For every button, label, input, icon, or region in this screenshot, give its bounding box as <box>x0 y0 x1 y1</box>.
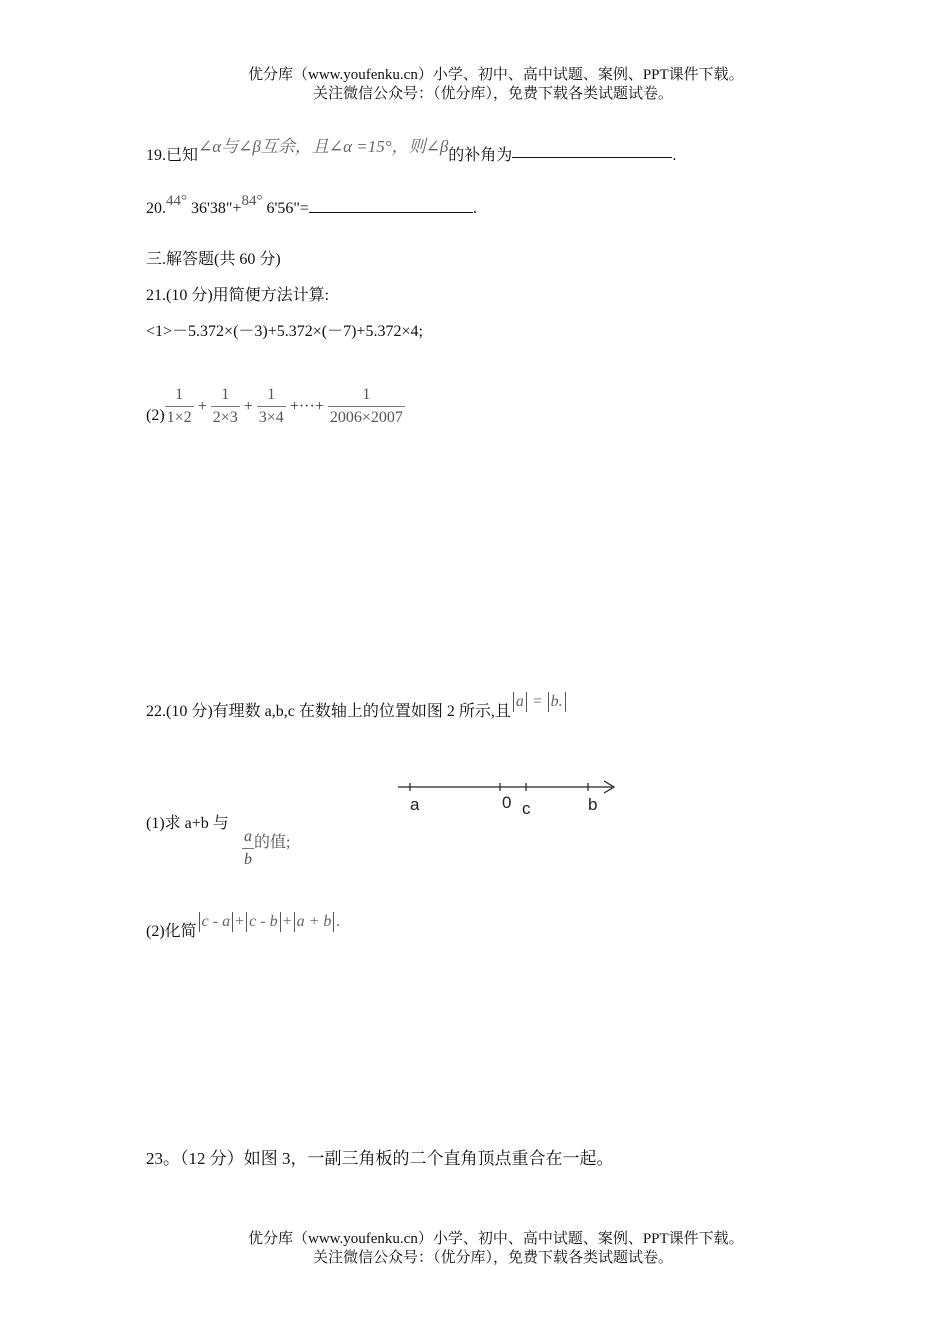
q19-number: 19.已知 <box>146 147 199 164</box>
q22-cond-a: a <box>515 693 524 710</box>
abs-bar <box>548 692 549 712</box>
q19-tail: 的补角为 <box>448 147 513 164</box>
plus-sign: + <box>197 397 207 415</box>
q22-cond-eq: = <box>531 693 543 710</box>
question-21-part-1: <1>－5.372×(－3)+5.372×(－7)+5.372×4; <box>146 323 423 340</box>
q22-title-text: 22.(10 分)有理数 a,b,c 在数轴上的位置如图 2 所示,且 <box>146 703 511 720</box>
q22-plus: + <box>235 913 245 930</box>
abs-bar <box>513 692 514 712</box>
section-3-title: 三.解答题(共 60 分) <box>146 251 281 268</box>
page-footer-line1: 优分库（www.youfenku.cn）小学、初中、高中试题、案例、PPT课件下载。 <box>248 1231 744 1247</box>
q20-number: 20. <box>146 200 166 217</box>
abs-bar <box>232 912 233 932</box>
page-header-line2: 关注微信公众号：（优分库），免费下载各类试题试卷。 <box>313 86 674 102</box>
q19-expression: ∠α与∠β互余，且∠α =15°，则∠β <box>198 137 449 156</box>
question-22-part-2 <box>146 908 341 940</box>
q21-part2-label: (2) <box>146 406 165 424</box>
question-19 <box>146 130 677 164</box>
fraction-1: $\frac{1}{1\times 2}$ <box>166 386 192 426</box>
fraction-2: $\frac{1}{2\times 3}$ <box>212 386 238 426</box>
label-c: c <box>522 799 531 818</box>
abs-bar <box>280 912 281 932</box>
fraction-4: $\frac{1}{2006\times 2007}$ <box>329 386 403 426</box>
abs-bar <box>333 912 334 932</box>
label-zero: 0 <box>502 793 512 812</box>
q20-end: . <box>472 200 477 217</box>
ellipsis-plus: +···+ <box>289 397 324 415</box>
q20-answer-blank[interactable] <box>309 198 473 213</box>
q22-part1-tail: 的值; <box>254 834 291 851</box>
fraction-3: $\frac{1}{3\times 4}$ <box>258 386 284 426</box>
label-b: b <box>588 795 598 814</box>
page-header-line1: 优分库（www.youfenku.cn）小学、初中、高中试题、案例、PPT课件下载。 <box>248 67 744 83</box>
question-21-part-2 <box>146 386 405 427</box>
abs-bar <box>526 692 527 712</box>
plus-sign: + <box>243 397 253 415</box>
abs-bar <box>246 912 247 932</box>
q22-end: . <box>336 913 341 930</box>
question-22-part-1-frac <box>242 828 290 869</box>
question-20 <box>146 193 477 218</box>
abs-bar <box>199 912 200 932</box>
q22-term-2: c - b <box>249 913 278 930</box>
q20-part-2: 6'56"= <box>266 200 309 217</box>
label-a: a <box>410 795 420 814</box>
question-22-title <box>146 688 568 720</box>
q22-term-3: a + b <box>296 913 332 930</box>
q19-end: . <box>672 147 677 164</box>
q22-term-1: c - a <box>201 913 231 930</box>
page-footer-line2: 关注微信公众号：（优分库），免费下载各类试题试卷。 <box>313 1250 674 1266</box>
q22-plus: + <box>282 913 292 930</box>
abs-bar <box>294 912 295 932</box>
q20-degree-2: 84° <box>241 193 263 209</box>
q20-degree-1: 44° <box>166 193 187 209</box>
question-23-title: 23。（12 分）如图 3，一副三角板的二个直角顶点重合在一起。 <box>146 1149 614 1168</box>
q22-cond-b: b. <box>550 693 563 710</box>
number-line-figure <box>390 774 630 824</box>
q20-part-1: 36'38"+ <box>191 200 242 217</box>
q22-part2-label: (2)化简 <box>146 923 197 940</box>
question-21-title: 21.(10 分)用简便方法计算: <box>146 287 330 304</box>
abs-bar <box>565 692 566 712</box>
question-22-part-1-label: (1)求 a+b 与 <box>146 815 229 832</box>
fraction-a-over-b: $\frac{a}{b}$ <box>244 828 252 868</box>
q19-answer-blank[interactable] <box>512 143 672 158</box>
